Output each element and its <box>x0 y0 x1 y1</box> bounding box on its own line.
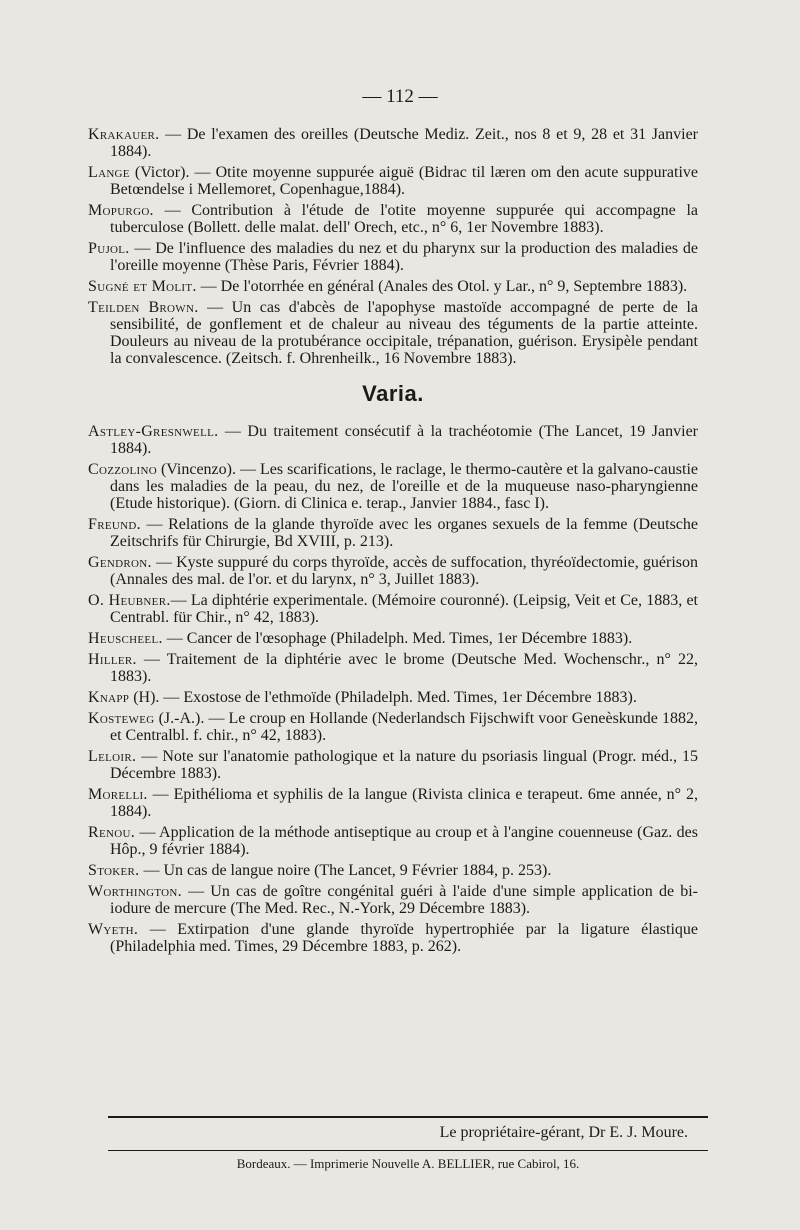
entry-author: Stoker. <box>88 862 140 879</box>
entry-author: Gendron. <box>88 554 152 571</box>
entry-author: Wyeth. <box>88 921 139 938</box>
page-number: — 112 — <box>362 86 438 107</box>
entry-text: — Un cas de langue noire (The Lancet, 9 Février 1884, p. 253). <box>139 862 552 879</box>
entry-list-varia <box>88 423 698 955</box>
bibliography-entry <box>88 710 698 744</box>
entry-text: — Application de la méthode antiseptique au croup et à l'angine couenneuse (Gaz. des Hôp., 9 février 1884). <box>110 824 698 858</box>
bibliography-entry <box>88 423 698 457</box>
signature-line: Le propriétaire-gérant, Dr E. J. Moure. <box>439 1124 688 1141</box>
bibliography-otology <box>88 126 698 959</box>
entry-author: Pujol. <box>88 240 130 257</box>
entry-text: — Epithélioma et syphilis de la langue (Rivista clinica e terapeut. 6me année, n° 2, 1884). <box>110 786 698 820</box>
entry-author: Krakauer. <box>88 126 160 143</box>
entry-text: — Extirpation d'une glande thyroïde hypertrophiée par la ligature élastique (Philadelphia med. Times, 29 Décembre 1883, p. 262). <box>110 921 698 955</box>
entry-text: — Un cas d'abcès de l'apophyse mastoïde accompagné de perte de la sensibilité, de gonflement et de chaleur au niveau des téguments de la partie atteinte. Douleurs au niveau de la protubérance occipitale, trépanation, guérison. Erysipèle pendant la convalescence. (Zeitsch. f. Ohrenheilk., 16 Novembre 1883). <box>110 299 698 367</box>
footer-rule-top <box>108 1116 708 1118</box>
bibliography-entry <box>88 240 698 274</box>
bibliography-entry <box>88 126 698 160</box>
entry-author: Knapp <box>88 689 130 706</box>
footer-rule-bottom <box>108 1150 708 1151</box>
entry-text: — Relations de la glande thyroïde avec les organes sexuels de la femme (Deutsche Zeitschrifs für Chirurgie, Bd XVIII, p. 213). <box>110 516 698 550</box>
entry-text: — De l'otorrhée en général (Anales des Otol. y Lar., n° 9, Septembre 1883). <box>196 278 688 295</box>
bibliography-entry <box>88 748 698 782</box>
bibliography-entry <box>88 786 698 820</box>
entry-author: Astley-Gresnwell. <box>88 423 219 440</box>
bibliography-entry <box>88 824 698 858</box>
entry-author: O. Heubner. <box>88 592 171 609</box>
bibliography-entry <box>88 883 698 917</box>
entry-author: Kosteweg <box>88 710 155 727</box>
entry-author: Morelli. <box>88 786 148 803</box>
entry-text: — Un cas de goître congénital guéri à l'aide d'une simple application de bi-iodure de mercure (The Med. Rec., N.-York, 29 Décembre 1883). <box>110 883 698 917</box>
entry-author: Cozzolino <box>88 461 157 478</box>
entry-author: Hiller. <box>88 651 137 668</box>
entry-text: (Vincenzo). — Les scarifications, le raclage, le thermo-cautère et la galvano-caustie dans les maladies de la peau, du nez, de l'oreille et de la muqueuse naso-pharyngienne (Etude historique). (Giorn. di Clinica e. terap., Janvier 1884., fasc I). <box>110 461 698 512</box>
entry-list-top <box>88 126 698 367</box>
entry-text: — La diphtérie experimentale. (Mémoire couronné). (Leipsig, Veit et Ce, 1883, et Centrabl. für Chir., n° 42, 1883). <box>110 592 698 626</box>
entry-author: Freund. <box>88 516 141 533</box>
bibliography-entry <box>88 921 698 955</box>
bibliography-entry <box>88 202 698 236</box>
entry-author: Mopurgo. <box>88 202 154 219</box>
entry-text: (Victor). — Otite moyenne suppurée aiguë (Bidrac til læren om den acute suppurative Betœndelse i Mellemoret, Copenhague,1884). <box>110 164 698 198</box>
entry-author: Teilden Brown. <box>88 299 199 316</box>
bibliography-entry <box>88 554 698 588</box>
entry-text: (H). — Exostose de l'ethmoïde (Philadelph. Med. Times, 1er Décembre 1883). <box>129 689 637 706</box>
entry-author: Worthington. <box>88 883 182 900</box>
entry-author: Heuscheel. <box>88 630 163 647</box>
bibliography-entry <box>88 592 698 626</box>
entry-text: — Note sur l'anatomie pathologique et la nature du psoriasis lingual (Progr. méd., 15 Décembre 1883). <box>110 748 698 782</box>
entry-text: — Contribution à l'étude de l'otite moyenne suppurée qui accompagne la tuberculose (Bollett. delle malat. dell' Orech, etc., n° 6, 1er Novembre 1883). <box>110 202 698 236</box>
entry-author: Leloir. <box>88 748 137 765</box>
bibliography-entry <box>88 651 698 685</box>
bibliography-entry <box>88 461 698 512</box>
entry-author: Sugné et Molit. <box>88 278 197 295</box>
entry-author: Lange <box>88 164 130 181</box>
printer-imprint: Bordeaux. — Imprimerie Nouvelle A. BELLIER, rue Cabirol, 16. <box>236 1156 580 1171</box>
bibliography-entry <box>88 299 698 367</box>
bibliography-entry <box>88 278 698 295</box>
bibliography-entry <box>88 689 698 706</box>
entry-text: (J.-A.). — Le croup en Hollande (Nederlandsch Fijschwift voor Geneèskunde 1882, et Centralbl. f. chir., n° 42, 1883). <box>110 710 698 744</box>
entry-text: — Traitement de la diphtérie avec le brome (Deutsche Med. Wochenschr., n° 22, 1883). <box>110 651 698 685</box>
entry-text: — Kyste suppuré du corps thyroïde, accès de suffocation, thyréoïdectomie, guérison (Annales des mal. de l'or. et du larynx, n° 3, Juillet 1883). <box>110 554 698 588</box>
entry-text: — De l'examen des oreilles (Deutsche Mediz. Zeit., nos 8 et 9, 28 et 31 Janvier 1884). <box>110 126 698 160</box>
bibliography-entry <box>88 630 698 647</box>
entry-text: — De l'influence des maladies du nez et du pharynx sur la production des maladies de l'oreille moyenne (Thèse Paris, Février 1884). <box>110 240 698 274</box>
bibliography-entry <box>88 164 698 198</box>
section-title-varia: Varia. <box>362 381 424 406</box>
entry-author: Renou. <box>88 824 136 841</box>
entry-text: — Du traitement consécutif à la trachéotomie (The Lancet, 19 Janvier 1884). <box>110 423 698 457</box>
bibliography-entry <box>88 862 698 879</box>
entry-text: — Cancer de l'œsophage (Philadelph. Med. Times, 1er Décembre 1883). <box>162 630 633 647</box>
bibliography-entry <box>88 516 698 550</box>
